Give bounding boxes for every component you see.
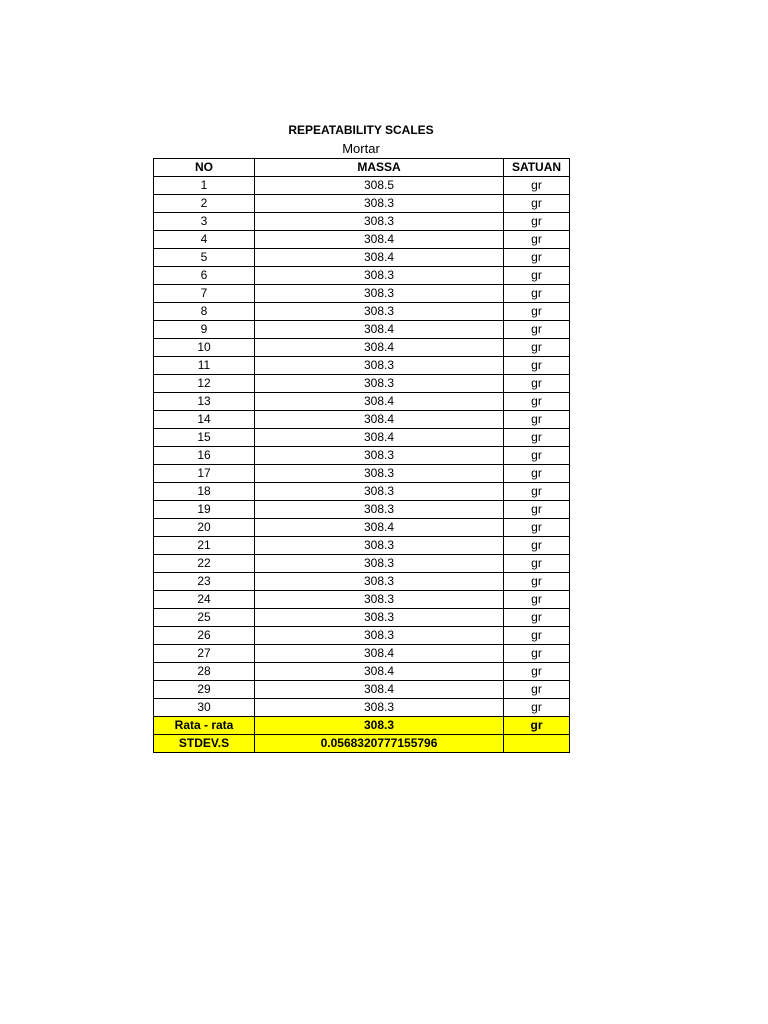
cell-no: 15: [154, 429, 255, 447]
cell-no: 7: [154, 285, 255, 303]
cell-satuan: gr: [504, 285, 570, 303]
cell-massa: 308.3: [255, 213, 504, 231]
header-row: [154, 159, 570, 177]
table-row: [154, 681, 570, 699]
table-row: [154, 627, 570, 645]
cell-satuan: gr: [504, 501, 570, 519]
table-body: [154, 177, 570, 753]
table-row: [154, 519, 570, 537]
cell-no: 25: [154, 609, 255, 627]
table-row: [154, 339, 570, 357]
cell-massa: 308.3: [255, 609, 504, 627]
table-row: [154, 591, 570, 609]
cell-massa: 308.4: [255, 321, 504, 339]
cell-satuan: gr: [504, 249, 570, 267]
cell-satuan: gr: [504, 375, 570, 393]
table-row: [154, 231, 570, 249]
repeatability-table: [153, 158, 570, 753]
cell-no: 10: [154, 339, 255, 357]
cell-massa: 308.5: [255, 177, 504, 195]
header-no: NO: [154, 159, 255, 177]
cell-satuan: gr: [504, 699, 570, 717]
cell-massa: 308.4: [255, 393, 504, 411]
cell-no: 14: [154, 411, 255, 429]
cell-no: 24: [154, 591, 255, 609]
table-row: [154, 555, 570, 573]
cell-no: 30: [154, 699, 255, 717]
summary-value: 0.0568320777155796: [255, 735, 504, 753]
cell-no: 19: [154, 501, 255, 519]
summary-unit: gr: [504, 717, 570, 735]
cell-satuan: gr: [504, 267, 570, 285]
cell-satuan: gr: [504, 519, 570, 537]
cell-no: 16: [154, 447, 255, 465]
cell-massa: 308.4: [255, 519, 504, 537]
cell-no: 26: [154, 627, 255, 645]
cell-massa: 308.4: [255, 429, 504, 447]
cell-no: 18: [154, 483, 255, 501]
table-row: [154, 375, 570, 393]
cell-massa: 308.4: [255, 249, 504, 267]
cell-massa: 308.3: [255, 375, 504, 393]
summary-label: Rata - rata: [154, 717, 255, 735]
summary-value: 308.3: [255, 717, 504, 735]
cell-satuan: gr: [504, 195, 570, 213]
cell-satuan: gr: [504, 231, 570, 249]
cell-satuan: gr: [504, 339, 570, 357]
cell-satuan: gr: [504, 213, 570, 231]
cell-massa: 308.4: [255, 231, 504, 249]
cell-massa: 308.4: [255, 645, 504, 663]
cell-massa: 308.3: [255, 195, 504, 213]
cell-no: 21: [154, 537, 255, 555]
cell-satuan: gr: [504, 573, 570, 591]
cell-massa: 308.3: [255, 447, 504, 465]
table-row: [154, 357, 570, 375]
table-row: [154, 609, 570, 627]
table-row: [154, 393, 570, 411]
table-row: [154, 573, 570, 591]
table-row: [154, 267, 570, 285]
cell-satuan: gr: [504, 447, 570, 465]
cell-massa: 308.3: [255, 267, 504, 285]
table-row: [154, 699, 570, 717]
table-row: [154, 483, 570, 501]
table-row: [154, 285, 570, 303]
table-row: [154, 537, 570, 555]
cell-no: 27: [154, 645, 255, 663]
table-row: [154, 501, 570, 519]
cell-no: 13: [154, 393, 255, 411]
cell-massa: 308.3: [255, 627, 504, 645]
cell-satuan: gr: [504, 303, 570, 321]
cell-satuan: gr: [504, 357, 570, 375]
table-row: [154, 249, 570, 267]
cell-massa: 308.3: [255, 501, 504, 519]
table-row: [154, 195, 570, 213]
cell-no: 9: [154, 321, 255, 339]
cell-no: 28: [154, 663, 255, 681]
cell-massa: 308.3: [255, 573, 504, 591]
table-row: [154, 663, 570, 681]
table-row: [154, 321, 570, 339]
cell-satuan: gr: [504, 393, 570, 411]
cell-no: 11: [154, 357, 255, 375]
cell-satuan: gr: [504, 663, 570, 681]
cell-massa: 308.4: [255, 663, 504, 681]
cell-no: 1: [154, 177, 255, 195]
cell-massa: 308.3: [255, 555, 504, 573]
header-massa: MASSA: [255, 159, 504, 177]
summary-row: [154, 717, 570, 735]
cell-satuan: gr: [504, 411, 570, 429]
summary-row: [154, 735, 570, 753]
cell-massa: 308.3: [255, 357, 504, 375]
summary-unit: [504, 735, 570, 753]
cell-massa: 308.3: [255, 303, 504, 321]
table-row: [154, 303, 570, 321]
cell-no: 5: [154, 249, 255, 267]
cell-satuan: gr: [504, 483, 570, 501]
cell-satuan: gr: [504, 555, 570, 573]
cell-no: 2: [154, 195, 255, 213]
cell-satuan: gr: [504, 429, 570, 447]
sheet-title: REPEATABILITY SCALES: [288, 123, 434, 137]
cell-massa: 308.3: [255, 537, 504, 555]
cell-satuan: gr: [504, 645, 570, 663]
cell-satuan: gr: [504, 465, 570, 483]
cell-satuan: gr: [504, 177, 570, 195]
cell-satuan: gr: [504, 627, 570, 645]
cell-satuan: gr: [504, 681, 570, 699]
cell-massa: 308.4: [255, 681, 504, 699]
cell-no: 8: [154, 303, 255, 321]
table-row: [154, 447, 570, 465]
cell-no: 6: [154, 267, 255, 285]
cell-no: 29: [154, 681, 255, 699]
table-row: [154, 465, 570, 483]
cell-no: 4: [154, 231, 255, 249]
cell-satuan: gr: [504, 591, 570, 609]
cell-massa: 308.3: [255, 285, 504, 303]
cell-massa: 308.4: [255, 411, 504, 429]
cell-massa: 308.4: [255, 339, 504, 357]
cell-massa: 308.3: [255, 465, 504, 483]
table-row: [154, 645, 570, 663]
cell-satuan: gr: [504, 609, 570, 627]
sheet-subtitle: Mortar: [342, 141, 380, 156]
table-row: [154, 177, 570, 195]
cell-satuan: gr: [504, 321, 570, 339]
cell-no: 20: [154, 519, 255, 537]
cell-massa: 308.3: [255, 483, 504, 501]
cell-satuan: gr: [504, 537, 570, 555]
cell-no: 22: [154, 555, 255, 573]
cell-no: 12: [154, 375, 255, 393]
table-row: [154, 429, 570, 447]
summary-label: STDEV.S: [154, 735, 255, 753]
table-row: [154, 411, 570, 429]
cell-massa: 308.3: [255, 699, 504, 717]
cell-no: 3: [154, 213, 255, 231]
header-satuan: SATUAN: [504, 159, 570, 177]
table-row: [154, 213, 570, 231]
cell-no: 23: [154, 573, 255, 591]
cell-massa: 308.3: [255, 591, 504, 609]
cell-no: 17: [154, 465, 255, 483]
